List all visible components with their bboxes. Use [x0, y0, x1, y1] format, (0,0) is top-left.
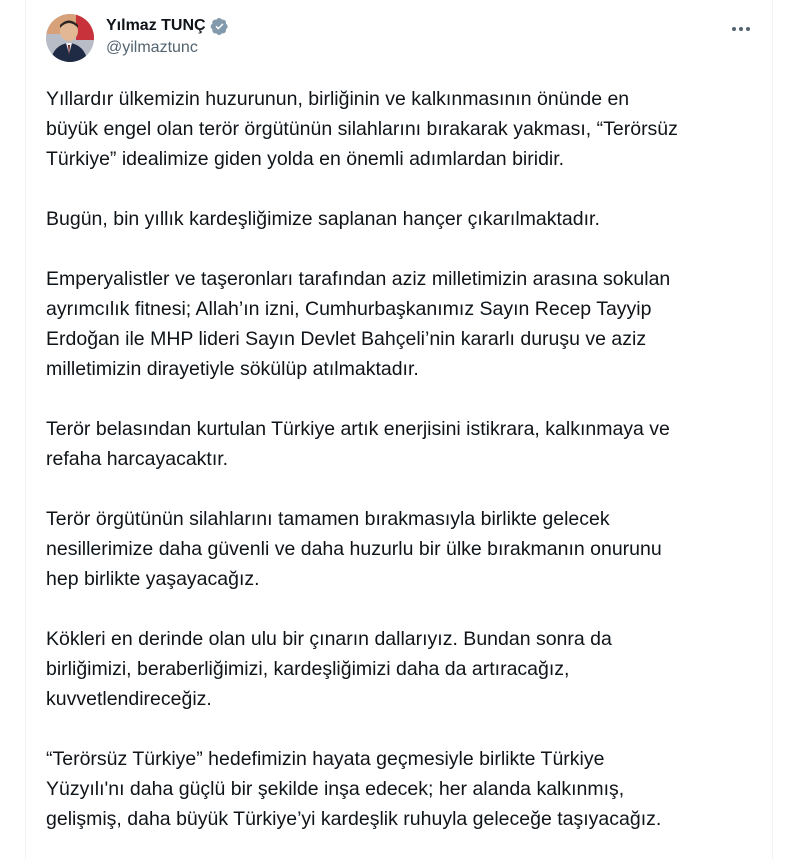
- name-row: [106, 15, 229, 37]
- tweet-paragraph: Bugün, bin yıllık kardeşliğimize saplanan hançer çıkarılmaktadır.: [46, 208, 600, 230]
- more-horizontal-icon: [731, 26, 751, 32]
- tweet-text: [46, 84, 758, 864]
- more-options-button[interactable]: [726, 16, 756, 42]
- tweet-card: [25, 0, 773, 859]
- author-handle[interactable]: @yilmaztunc: [106, 39, 198, 56]
- verified-badge-icon: [210, 17, 229, 36]
- tweet-paragraph: “Terörsüz Türkiye” hedefimizin hayata geçmesiyle birlikte Türkiye Yüzyılı'nı daha güçlü bir şekilde inşa edecek; her alanda kalkınmış, gelişmiş, daha büyük Türkiye’yi kardeşlik ruhuyla geleceğe taşıyacağız.: [46, 748, 662, 830]
- avatar-image: [46, 14, 94, 62]
- tweet-paragraph: Terör belasından kurtulan Türkiye artık enerjisini istikrara, kalkınmaya ve refaha harcayacaktır.: [46, 418, 670, 470]
- tweet-paragraph: Yıllardır ülkemizin huzurunun, birliğinin ve kalkınmasının önünde en büyük engel olan terör örgütünün silahlarını bırakarak yakması, “Terörsüz Türkiye” idealimize giden yolda en önemli adımlardan biridir.: [46, 88, 678, 170]
- tweet-paragraph: Terör örgütünün silahlarını tamamen bırakmasıyla birlikte gelecek nesillerimize daha güvenli ve daha huzurlu bir ülke bırakmanın onurunu hep birlikte yaşayacağız.: [46, 508, 662, 590]
- tweet-header: [46, 14, 756, 66]
- tweet-paragraph: Emperyalistler ve taşeronları tarafından aziz milletimizin arasına sokulan ayrımcılık fitnesi; Allah’ın izni, Cumhurbaşkanımız Sayın Recep Tayyip Erdoğan ile MHP lideri Sayın Devlet Bahçeli’nin kararlı duruşu ve aziz milletimizin dirayetiyle sökülüp atılmaktadır.: [46, 268, 671, 380]
- author-block: [106, 15, 229, 57]
- tweet-paragraph: Kökleri en derinde olan ulu bir çınarın dallarıyız. Bundan sonra da birliğimizi, beraberliğimizi, kardeşliğimizi daha da artıracağız, kuvvetlendireceğiz.: [46, 628, 612, 710]
- avatar[interactable]: [46, 14, 94, 62]
- author-display-name[interactable]: Yılmaz TUNÇ: [106, 17, 206, 34]
